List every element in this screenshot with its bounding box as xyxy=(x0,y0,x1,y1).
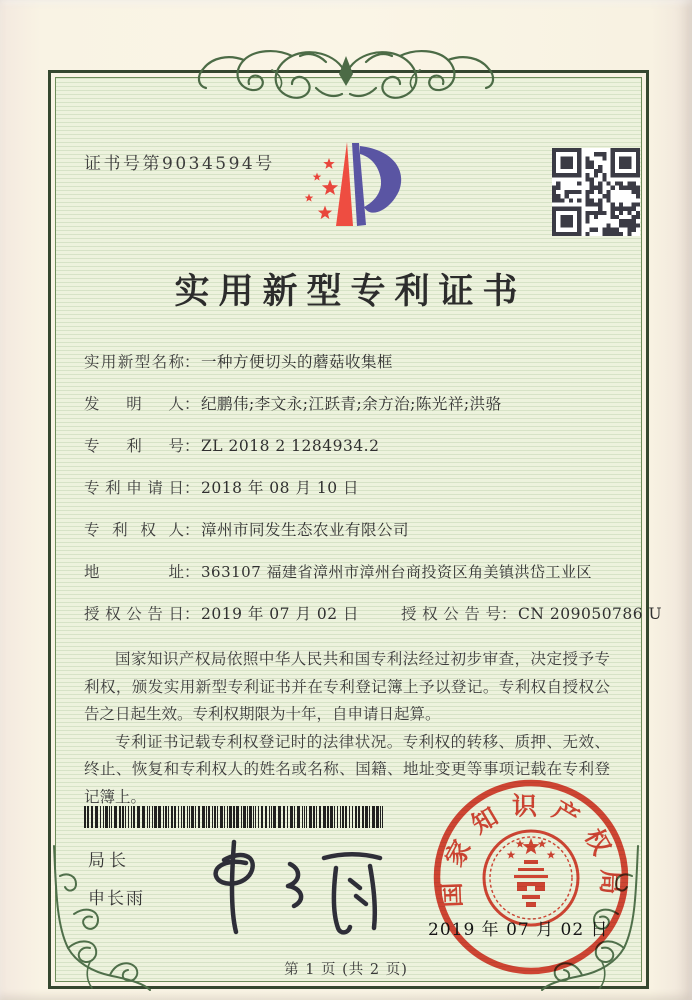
field-label: 专利申请日 xyxy=(84,479,184,497)
field-colon: ： xyxy=(184,437,200,455)
field-label: 专利号 xyxy=(84,437,184,455)
director-signature xyxy=(196,828,408,940)
field-value: 一种方便切头的蘑菇收集框 xyxy=(201,353,394,371)
field-row-inventors xyxy=(84,393,636,416)
qr-code xyxy=(552,148,640,236)
seal-text: 国家知识产权局 xyxy=(436,791,626,909)
field-label: 授权公告日 xyxy=(84,605,184,623)
field-row-address xyxy=(84,561,636,584)
grant-number-value: CN 209050786 U xyxy=(518,605,663,623)
field-value: 2018 年 08 月 10 日 xyxy=(201,479,360,497)
director-title-label: 局长 xyxy=(88,851,130,871)
field-colon: ： xyxy=(184,479,200,497)
grant-date-value: 2019 年 07 月 02 日 xyxy=(201,605,360,623)
field-label: 实用新型名称 xyxy=(84,353,184,371)
field-label: 发明人 xyxy=(84,395,184,413)
field-value: 漳州市同发生态农业有限公司 xyxy=(201,521,410,539)
field-colon: ： xyxy=(184,563,200,581)
field-row-grant xyxy=(84,603,663,626)
field-label: 专利权人 xyxy=(84,521,184,539)
field-row-patentee xyxy=(84,519,636,542)
national-emblem-icon xyxy=(484,831,578,925)
fields-block xyxy=(84,351,663,645)
field-row-patent-no xyxy=(84,435,636,458)
certificate-title: 实用新型专利证书 xyxy=(174,271,527,312)
legal-paragraph-1: 国家知识产权局依照中华人民共和国专利法经过初步审查，决定授予专利权，颁发实用新型专利证书并在专利登记簿上予以登记。专利权自授权公告之日起生效。专利权期限为十年，自申请日起算。 xyxy=(84,650,610,723)
field-row-filing-date xyxy=(84,477,636,500)
field-label: 授权公告号 xyxy=(401,605,502,623)
field-value: 363107 福建省漳州市漳州台商投资区角美镇洪岱工业区 xyxy=(201,563,593,581)
field-colon: ： xyxy=(184,353,200,371)
legal-paragraph-2: 专利证书记载专利权登记时的法律状况。专利权的转移、质押、无效、终止、恢复和专利权人的姓名或名称、国籍、地址变更等事项记载在专利登记簿上。 xyxy=(84,732,610,806)
field-label: 地址 xyxy=(84,563,184,581)
field-colon: ： xyxy=(184,605,200,623)
barcode xyxy=(84,806,387,828)
field-colon: ： xyxy=(501,605,517,623)
field-row-name xyxy=(84,351,636,374)
field-value: 纪鹏伟;李文永;江跃青;余方治;陈光祥;洪骆 xyxy=(201,395,502,413)
director-name-label: 申长雨 xyxy=(88,889,145,909)
field-value: ZL 2018 2 1284934.2 xyxy=(201,437,380,455)
official-seal xyxy=(430,776,632,978)
cnipa-logo-icon xyxy=(272,114,432,256)
logo-stars-icon xyxy=(305,158,338,219)
certificate-number: 证书号第9034594号 xyxy=(84,154,275,174)
field-colon: ： xyxy=(184,395,200,413)
field-colon: ： xyxy=(184,521,200,539)
page-number: 第 1 页 (共 2 页) xyxy=(284,962,408,978)
seal-date: 2019 年 07 月 02 日 xyxy=(428,920,609,940)
